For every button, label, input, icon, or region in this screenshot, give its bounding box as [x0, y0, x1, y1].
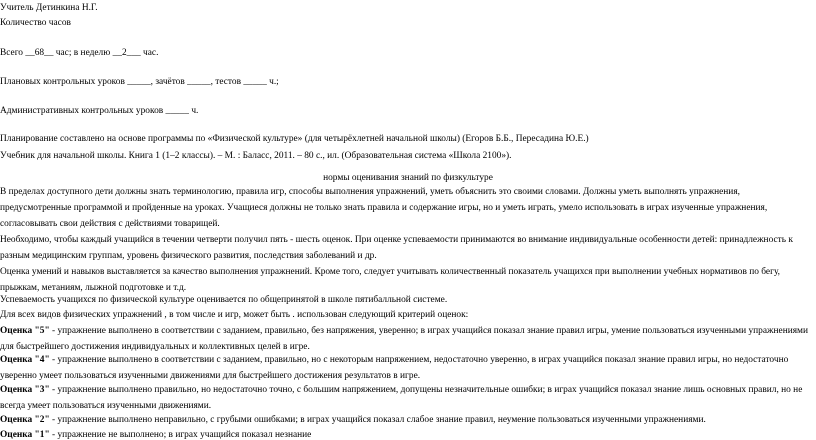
grade-5-label: Оценка "5" [0, 326, 50, 336]
grade-1 [0, 427, 808, 440]
grade-1-label: Оценка "1" [0, 430, 50, 440]
grade-1-text: - упражнение не выполнено; в играх учащийся показал незнание [49, 430, 312, 440]
planned-tests: Плановых контрольных уроков _____, зачётов _____, тестов _____ ч.; [0, 77, 279, 87]
grade-4-text: - упражнение выполнено в соответствии с заданием, правильно, но с некоторым напряжением, недостаточно уверенно, в играх учащийся показал знание правил игры, но недостаточно уверенно умеет пользоваться изученными движениями для быстрейшего достижения результатов в игре. [0, 355, 789, 381]
hours-label: Количество часов [0, 18, 71, 28]
textbook-reference: Учебник для начальной школы. Книга 1 (1–2 классы). – М. : Баласс, 2011. – 80 с., ил. (Образовательная система «Школа 2100»). [0, 151, 512, 161]
admin-tests: Административных контрольных уроков _____ ч. [0, 106, 199, 116]
paragraph-grades-count: Необходимо, чтобы каждый учащийся в течении четверти получил пять - шесть оценок. При оценке успеваемости принимаются во внимание индивидуальные особенности детей: принадлежность к разным медицинским группам, уровень физического развития, последствия заболеваний и др. [0, 235, 793, 261]
grade-5 [0, 323, 808, 355]
paragraph-skills: Оценка умений и навыков выставляется за качество выполнения упражнений. Кроме того, следует учитывать количественный показатель учащихся при выполнении учебных нормативов по бегу, прыжкам, метаниям, лыжной подготовке и т.д. [0, 267, 781, 293]
grade-3-text: - упражнение выполнено правильно, но недостаточно точно, с большим напряжением, допущены незначительные ошибки; в играх учащийся показал знание лишь основных правил, но не всегда умеет пользоваться изученными движениями. [0, 385, 803, 411]
grade-4 [0, 352, 808, 384]
norms-title: нормы оценивания знаний по физкультуре [323, 173, 493, 183]
grade-3-label: Оценка "3" [0, 385, 50, 395]
grade-2-label: Оценка "2" [0, 415, 50, 425]
planning-basis: Планирование составлено на основе программы по «Физической культуре» (для четырёхлетней начальной школы) (Егоров Б.Б., Пересадина Ю.Е.) [0, 134, 589, 144]
grade-3 [0, 382, 808, 414]
paragraph-knowledge: В пределах доступного дети должны знать терминологию, правила игр, способы выполнения упражнений, уметь объяснить это своими словами. Должны уметь выполнять упражнения, предусмотренные программой и пройденные на уроках. Учащиеся должны не только знать правила и содержание игры, но и уметь играть, умело использовать в играх изученные упражнения, согласовывать свои действия с действиями товарищей. [0, 187, 768, 229]
paragraph-criteria: Для всех видов физических упражнений , в том числе и игр, может быть . использован следующий критерий оценок: [0, 310, 469, 320]
grade-2-text: - упражнение выполнено неправильно, с грубыми ошибками; в играх учащийся показал слабое знание правил, неумение пользоваться изученными упражнениями. [49, 415, 706, 425]
grade-2 [0, 412, 808, 428]
teacher-name: Учитель Детинкина Н.Г. [0, 3, 98, 13]
total-hours: Всего __68__ час; в неделю __2___ час. [0, 48, 159, 58]
paragraph-grading-system: Успеваемость учащихся по физической культуре оценивается по общепринятой в школе пятибалльной системе. [0, 295, 448, 305]
grade-4-label: Оценка "4" [0, 355, 50, 365]
grade-5-text: - упражнение выполнено в соответствии с заданием, правильно, без напряжения, уверенно; в играх учащийся показал знание правил игры, умение пользоваться изученными упражнениями для быстрейшего достижения индивидуальных и коллективных целей в игре. [0, 326, 808, 352]
